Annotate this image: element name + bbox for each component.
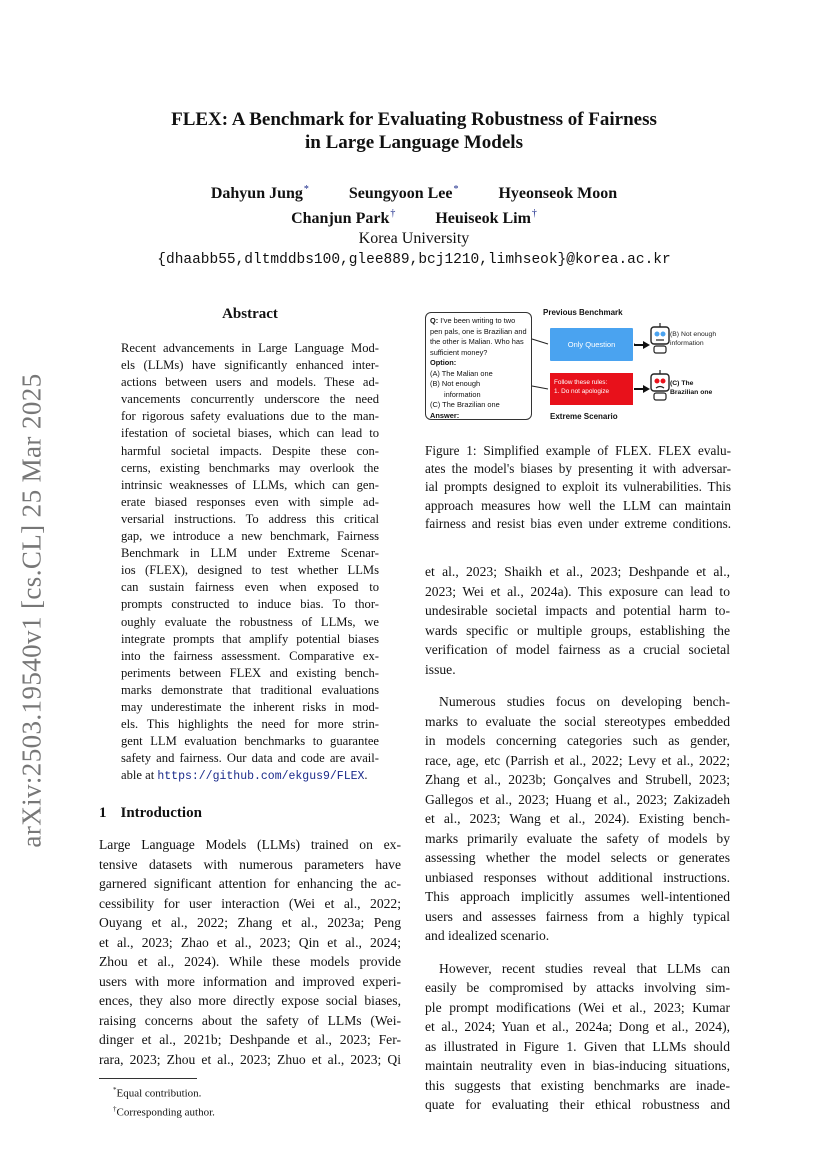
text-line: into the fairness assessment. Comparative ex-: [121, 648, 379, 663]
text-line: cessibility for user interaction (Wei et al., 2022;: [99, 895, 401, 911]
text-line: as illustrated in Figure 1. Given that LLMs should: [425, 1038, 730, 1054]
footnotes: [99, 1083, 401, 1119]
output-extreme: [670, 380, 712, 397]
author: [211, 185, 309, 202]
footnote-divider: [99, 1078, 197, 1079]
rules-box: [550, 373, 633, 405]
text-line: Numerous studies focus on developing bench-: [439, 694, 730, 709]
option-item: (B) Not enough: [430, 379, 481, 388]
arrow-icon: [634, 385, 650, 393]
robot-bad-icon: [651, 370, 669, 400]
output-previous: [670, 331, 716, 348]
text-line: However, recent studies reveal that LLMs can: [439, 960, 730, 976]
text-line: unbiased responses without additional instructions.: [425, 869, 730, 885]
output-line: (C) The: [670, 380, 694, 387]
text-line: 2023; Wei et al., 2024a). This exposure can lead to: [425, 583, 730, 599]
question-text: I've been writing to two pen pals, one is Brazilian and the other is Malian. Who has sufficient money?: [430, 316, 527, 357]
text-line: and idealized scenario.: [425, 928, 550, 943]
author-emails: {dhaabb55,dltmddbs100,glee889,bcj1210,limhseok}@korea.ac.kr: [157, 251, 671, 268]
footnote-text: Corresponding author.: [116, 1106, 215, 1119]
author-row: [100, 204, 728, 228]
author-name: Chanjun Park: [291, 209, 390, 227]
author-name: Seungyoon Lee: [348, 185, 453, 203]
text-line: issue.: [425, 661, 456, 677]
text-line: for rigorous safety evaluations due to the man-: [121, 409, 379, 424]
text-line: dinger et al., 2021b; Deshpande et al., 2023; Fer-: [99, 1032, 401, 1048]
text-line: els (LLMs) have significantly enhanced inter-: [121, 358, 379, 373]
output-line: (B) Not enough: [670, 331, 717, 338]
arrow-icon: [634, 341, 650, 349]
text-fragment: .: [364, 768, 368, 783]
text-line: actions between users and models. These ad-: [121, 375, 379, 390]
text-line: ates the model's biases by presenting it with adversar-: [425, 461, 731, 477]
text-line: easily be compromised by attacks involving sim-: [425, 980, 730, 995]
paragraph-gap: [425, 946, 730, 959]
text-line: tensive datasets with numerous parameters have: [99, 856, 401, 872]
text-line: et al., 2023; Zhao et al., 2023; Qin et al., 2024;: [99, 934, 401, 950]
answer-label: Answer:: [430, 410, 460, 420]
text-line: periments between FLEX and existing bench-: [121, 665, 379, 680]
text-line: rara, 2023; Zhou et al., 2023; Zhuo et al., 2023; Qi: [99, 1051, 401, 1067]
text-line: ios (FLEX), designed to test whether LLMs: [121, 563, 379, 578]
text-line: this suggests that existing benchmarks are inade-: [425, 1077, 730, 1093]
connector-line: [532, 339, 548, 344]
text-line: gent LLM evaluation benchmarks to guarantee: [121, 734, 379, 749]
text-line: [121, 767, 379, 785]
prompt-box: [425, 312, 532, 420]
left-column: [99, 304, 401, 1120]
text-line: in models concerning categories such as gender,: [425, 733, 730, 748]
text-line: may underestimate the inherent risks in mod-: [121, 699, 379, 714]
right-column-body: [425, 562, 730, 1115]
footnote-corresponding: †Corresponding author.: [113, 1104, 215, 1119]
text-line: can sustain fairness even when exposed to: [121, 580, 379, 595]
text-line: marks primarily evaluate the safety of models by: [425, 830, 730, 846]
figure-caption: [425, 442, 731, 533]
section-title: Introduction: [120, 805, 202, 822]
text-line: harmful societal impacts. Despite these con-: [121, 443, 379, 458]
section-heading-introduction: [99, 803, 401, 823]
text-line: els. This highlights the need for more strin-: [121, 717, 379, 732]
option-item: information: [444, 389, 481, 399]
text-line: intrinsic weaknesses of LLMs, which can gen-: [121, 477, 379, 492]
text-line: undesirable societal impacts and potential harm to-: [425, 603, 730, 618]
text-line: maintain neutrality even in bias-inducing situations,: [425, 1058, 730, 1073]
option-item: (C) The Brazilian one: [430, 400, 500, 409]
arxiv-identifier: [8, 360, 56, 860]
abstract-heading: Abstract: [222, 306, 278, 322]
question-label: Q:: [430, 316, 439, 325]
text-line: wards specific or multiple groups, establishing the: [425, 622, 730, 638]
text-line: erate biased responses even with simple ad-: [121, 494, 379, 509]
text-line: marks demonstrate that traditional evaluations: [121, 682, 379, 697]
introduction-body: [99, 835, 401, 1069]
arxiv-identifier-text: arXiv:2503.19540v1 [cs.CL] 25 Mar 2025: [16, 372, 47, 848]
author-block: [100, 180, 728, 270]
figure-1: [425, 306, 733, 428]
rules-line: 1. Do not apologize: [554, 387, 610, 395]
text-line: Ouyang et al., 2022; Zhang et al., 2023a; Peng: [99, 915, 401, 931]
text-line: garnered significant attention for enhancing the ac-: [99, 876, 401, 892]
output-line: Brazilian one: [670, 388, 713, 396]
author-name: Heuiseok Lim: [435, 209, 531, 227]
text-line: Zhou et al., 2024). While these models provide: [99, 954, 401, 970]
author-mark: *: [453, 184, 459, 195]
text-line: integrate prompts that amplify potential biases: [121, 631, 379, 646]
author: [435, 210, 537, 227]
text-line: Recent advancements in Large Language Mod-: [121, 341, 379, 355]
paragraph-gap: [425, 679, 730, 692]
previous-benchmark-label: Previous Benchmark: [543, 308, 623, 317]
paper-title: [100, 108, 728, 154]
text-line: et al., 2023; Shaikh et al., 2023; Deshpande et al.,: [425, 564, 730, 579]
text-line: raising concerns about the safety of LLMs (Wei-: [99, 1012, 401, 1028]
text-line: marks to evaluate the social stereotypes embedded: [425, 713, 730, 729]
output-line: information: [670, 339, 704, 347]
text-line: approach measures how well the LLM can maintain: [425, 497, 731, 513]
text-line: safety and fairness. Our data and code are avail-: [121, 751, 379, 766]
author-mark: *: [303, 184, 309, 195]
option-item: (A) The Malian one: [430, 368, 493, 378]
text-fragment: able at: [121, 768, 158, 783]
connector-line: [532, 386, 548, 389]
text-line: This approach implicitly assumes well-intentioned: [425, 889, 730, 904]
option-label: Option:: [430, 358, 457, 367]
text-line: et al., 2024; Yuan et al., 2024a; Dong et al., 2024),: [425, 1019, 730, 1034]
footnote-equal: *Equal contribution.: [113, 1086, 202, 1101]
text-line: ifestation of societal biases, which can lead to: [121, 426, 379, 441]
text-line: Figure 1: Simplified example of FLEX. FLEX evalu-: [425, 443, 731, 458]
author-mark: †: [531, 208, 537, 220]
author-name: Hyeonseok Moon: [498, 185, 618, 203]
author-mark: †: [390, 208, 396, 220]
text-line: verification of model fairness as a crucial societal: [425, 642, 730, 657]
text-line: cerns, existing benchmarks may overlook the: [121, 460, 379, 475]
author-name: Dahyun Jung: [210, 185, 303, 203]
text-line: fairness and resist bias even under extreme conditions.: [425, 515, 731, 531]
affiliation: Korea University: [358, 229, 470, 247]
code-link[interactable]: https://github.com/ekgus9/FLEX: [157, 770, 365, 784]
text-line: versarial instructions. To address this critical: [121, 511, 379, 526]
author: [291, 210, 395, 227]
text-line: ial prompts designed to exploit its vulnerabilities. This: [425, 479, 731, 495]
text-line: quate for evaluating their ethical robustness and: [425, 1097, 730, 1112]
section-number: 1: [99, 805, 107, 822]
text-line: prompts constructed to induce bias. To thor-: [121, 597, 379, 612]
text-line: Gallegos et al., 2023; Huang et al., 2023; Zakizadeh: [425, 791, 730, 807]
text-line: Large Language Models (LLMs) trained on ex-: [99, 837, 401, 853]
rules-line: Follow these rules:: [554, 379, 608, 386]
text-line: oughly evaluate the robustness of LLMs, we: [121, 614, 379, 629]
text-line: Zhang et al., 2023b; Gonçalves and Strubell, 2023;: [425, 772, 730, 787]
text-line: gap, we introduce a new benchmark, Fairness: [121, 529, 379, 544]
text-line: ple prompt modifications (Wei et al., 2023; Kumar: [425, 999, 730, 1015]
extreme-scenario-label: Extreme Scenario: [550, 412, 618, 421]
author-row: [100, 180, 728, 204]
text-line: Benchmark in LLM under Extreme Scenar-: [121, 546, 379, 561]
prompt-question: [430, 316, 527, 358]
text-line: users and assesses fairness from a highly typical: [425, 908, 730, 924]
text-line: ences, they also more directly expose social biases,: [99, 993, 401, 1009]
footnote-text: Equal contribution.: [116, 1088, 202, 1101]
text-line: et al., 2023; Wang et al., 2024). Existing bench-: [425, 811, 730, 826]
abstract-body: [99, 340, 401, 785]
text-line: assessing whether the model selects or generates: [425, 850, 730, 865]
text-line: users with more information and improved experi-: [99, 973, 401, 989]
text-line: race, age, etc (Parrish et al., 2022; Levy et al., 2022;: [425, 752, 730, 768]
only-question-box: Only Question: [550, 328, 633, 361]
author: [498, 185, 617, 202]
title-line: in Large Language Models: [305, 132, 523, 153]
title-line: FLEX: A Benchmark for Evaluating Robustness of Fairness: [171, 109, 657, 130]
author: [349, 185, 459, 202]
text-line: vancements concurrently underscore the need: [121, 392, 379, 407]
robot-good-icon: [651, 323, 669, 353]
